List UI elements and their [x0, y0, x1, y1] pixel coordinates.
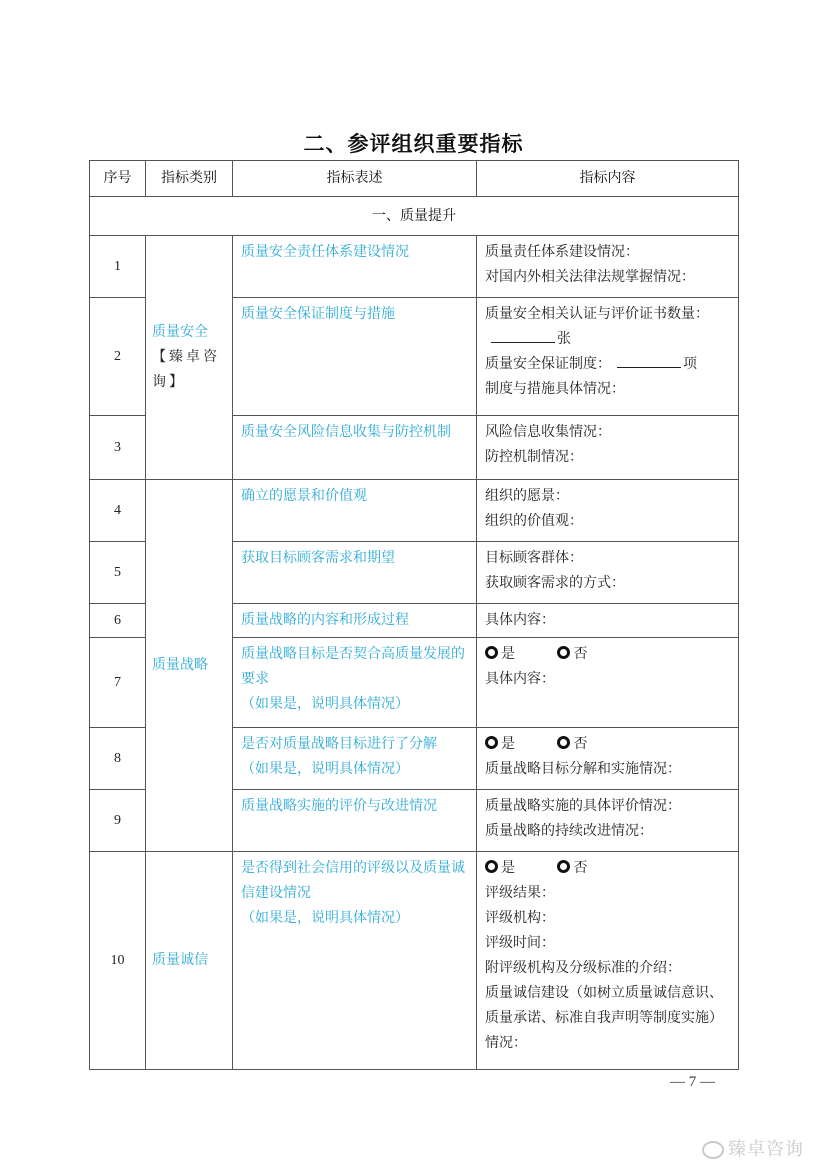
table-row [90, 480, 739, 542]
radio-circle-icon [557, 736, 570, 749]
row-content [477, 638, 739, 728]
table-row [90, 852, 739, 1070]
content-line: 风险信息收集情况： [485, 424, 611, 440]
brand-label: 【臻卓咨询】 [152, 349, 220, 390]
desc-note: （如果是，说明具体情况） [241, 910, 409, 926]
row-number: 7 [90, 638, 146, 728]
table-header-row [90, 161, 739, 197]
radio-no-label: 否 [573, 736, 588, 752]
row-description [233, 728, 477, 790]
desc-line: 质量安全责任体系建设情况 [241, 244, 409, 260]
row-description [233, 298, 477, 416]
radio-yes-label: 是 [501, 646, 515, 662]
content-line: 评级时间： [485, 935, 555, 951]
table-row [90, 236, 739, 298]
unit-label: 张 [557, 331, 571, 347]
header-category: 指标类别 [146, 161, 233, 197]
desc-line: 确立的愿景和价值观 [241, 488, 367, 504]
content-line [485, 352, 732, 377]
desc-note: （如果是，说明具体情况） [241, 696, 409, 712]
radio-circle-icon [557, 646, 570, 659]
radio-no-label: 否 [573, 860, 588, 876]
desc-line: 质量战略目标是否契合高质量发展的要求 [241, 646, 465, 687]
header-description: 指标表述 [233, 161, 477, 197]
row-number: 2 [90, 298, 146, 416]
row-number: 5 [90, 542, 146, 604]
row-content [477, 604, 739, 638]
radio-circle-icon [485, 646, 498, 659]
radio-yes-label: 是 [501, 736, 515, 752]
content-line [485, 302, 732, 352]
category-label: 质量战略 [152, 657, 208, 673]
header-content: 指标内容 [477, 161, 739, 197]
content-line: 质量责任体系建设情况： [485, 244, 639, 260]
section-title: 一、质量提升 [90, 197, 739, 236]
content-line: 组织的愿景： [485, 488, 569, 504]
content-line: 质量战略目标分解和实施情况： [485, 761, 681, 777]
row-content [477, 480, 739, 542]
content-line: 质量战略实施的具体评价情况： [485, 798, 681, 814]
row-content [477, 298, 739, 416]
row-number: 3 [90, 416, 146, 480]
radio-yes[interactable] [485, 642, 515, 667]
unit-label: 项 [683, 356, 697, 372]
row-description [233, 790, 477, 852]
desc-note: （如果是，说明具体情况） [241, 761, 409, 777]
row-number: 4 [90, 480, 146, 542]
content-line: 具体内容： [485, 612, 555, 628]
category-quality-integrity [146, 852, 233, 1070]
yes-no-options [485, 642, 732, 667]
radio-no[interactable] [557, 642, 587, 667]
page-number: — 7 — [670, 1074, 715, 1090]
content-line: 防控机制情况： [485, 449, 583, 465]
content-line: 质量战略的持续改进情况： [485, 823, 653, 839]
section-row [90, 197, 739, 236]
row-content [477, 416, 739, 480]
content-line: 对国内外相关法律法规掌握情况： [485, 269, 695, 285]
system-count-label: 质量安全保证制度： [485, 356, 611, 372]
row-number: 1 [90, 236, 146, 298]
content-line: 目标顾客群体： [485, 550, 583, 566]
category-label: 质量安全 [152, 324, 208, 340]
content-line: 质量诚信建设（如树立质量诚信意识、质量承诺、标准自我声明等制度实施）情况： [485, 985, 723, 1051]
desc-line: 质量战略实施的评价与改进情况 [241, 798, 437, 814]
weibo-logo-icon [702, 1141, 724, 1159]
watermark [702, 1135, 804, 1161]
category-quality-safety [146, 236, 233, 480]
header-num: 序号 [90, 161, 146, 197]
watermark-text: 臻卓咨询 [728, 1139, 804, 1160]
yes-no-options [485, 732, 732, 757]
category-quality-strategy [146, 480, 233, 852]
radio-circle-icon [485, 736, 498, 749]
cert-count-label: 质量安全相关认证与评价证书数量： [485, 306, 709, 322]
radio-no[interactable] [557, 732, 587, 757]
content-line: 具体内容： [485, 671, 555, 687]
row-content [477, 728, 739, 790]
radio-yes[interactable] [485, 732, 515, 757]
content-line: 获取顾客需求的方式： [485, 575, 625, 591]
row-description [233, 852, 477, 1070]
radio-no-label: 否 [573, 646, 588, 662]
content-line: 组织的价值观： [485, 513, 583, 529]
system-count-blank[interactable] [617, 353, 681, 368]
row-description [233, 416, 477, 480]
radio-yes[interactable] [485, 856, 515, 881]
radio-circle-icon [485, 860, 498, 873]
row-description [233, 236, 477, 298]
category-label: 质量诚信 [152, 952, 208, 968]
content-line: 附评级机构及分级标准的介绍： [485, 960, 681, 976]
radio-no[interactable] [557, 856, 587, 881]
row-description [233, 542, 477, 604]
indicator-table [89, 160, 739, 1070]
yes-no-options [485, 856, 732, 881]
row-number: 10 [90, 852, 146, 1070]
desc-line: 质量安全保证制度与措施 [241, 306, 395, 322]
radio-circle-icon [557, 860, 570, 873]
desc-line: 获取目标顾客需求和期望 [241, 550, 395, 566]
row-number: 6 [90, 604, 146, 638]
content-line: 评级机构： [485, 910, 555, 926]
row-content [477, 236, 739, 298]
desc-line: 质量战略的内容和形成过程 [241, 612, 409, 628]
desc-line: 质量安全风险信息收集与防控机制 [241, 424, 451, 440]
content-line: 评级结果： [485, 885, 555, 901]
row-description [233, 480, 477, 542]
content-line: 制度与措施具体情况： [485, 381, 625, 397]
row-content [477, 790, 739, 852]
row-content [477, 542, 739, 604]
radio-yes-label: 是 [501, 860, 515, 876]
row-description [233, 604, 477, 638]
row-number: 8 [90, 728, 146, 790]
desc-line: 是否对质量战略目标进行了分解 [241, 736, 437, 752]
row-number: 9 [90, 790, 146, 852]
cert-count-blank[interactable] [491, 328, 555, 343]
page-title: 二、参评组织重要指标 [303, 132, 524, 156]
desc-line: 是否得到社会信用的评级以及质量诚信建设情况 [241, 860, 465, 901]
row-content [477, 852, 739, 1070]
row-description [233, 638, 477, 728]
